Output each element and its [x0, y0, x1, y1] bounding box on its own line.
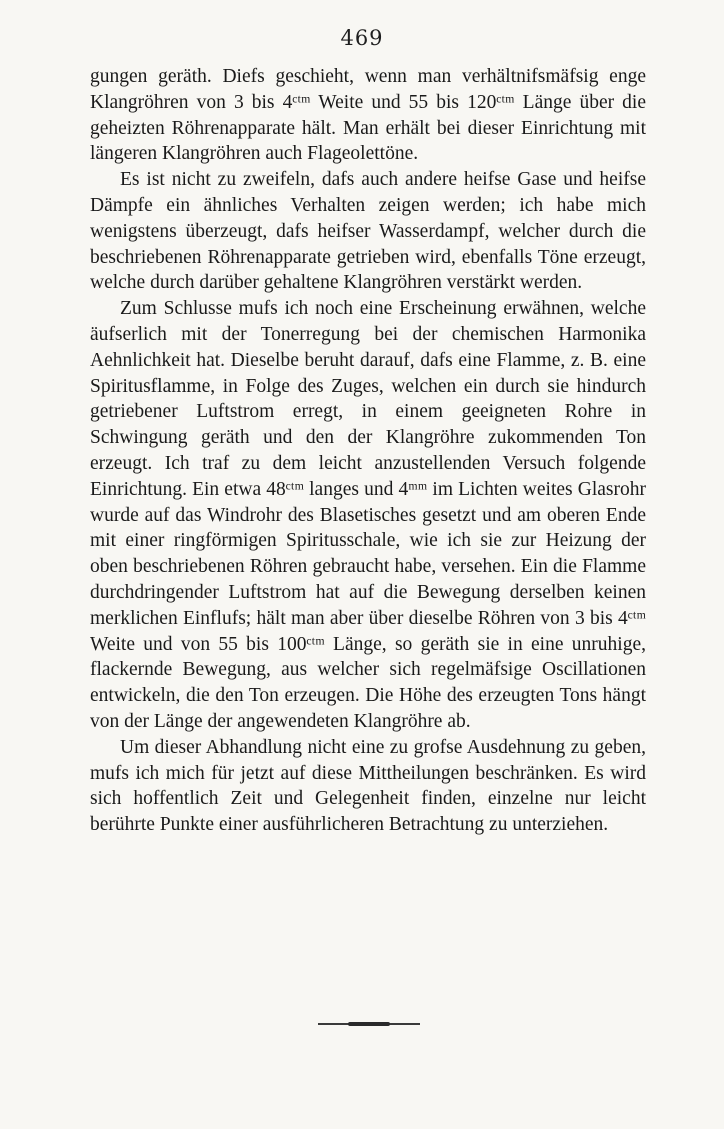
paragraph-continuation: gungen geräth. Diefs geschieht, wenn man verhältnifsmäfsig enge Klangröhren von 3 bis 4ᶜᵗᵐ Weite und 55 bis 120ᶜᵗᵐ Länge über die geheizten Röhrenapparate hält. Man erhält bei dieser Einrichtung mit längeren Klangröhren auch Flageolettöne. — [90, 66, 646, 165]
page-number: 469 — [340, 26, 384, 50]
paragraph-flame-experiment: Zum Schlusse mufs ich noch eine Erscheinung erwähnen, welche äufserlich mit der Tonerregung bei der chemischen Harmonika Aehnlichkeit hat. Dieselbe beruht darauf, dafs eine Flamme, z. B. eine Spiritusflamme, in Folge des Zuges, welchen ein durch sie hindurch getriebener Luftstrom erregt, in einem geeigneten Rohre in Schwingung geräth und den der Klangröhre zukommenden Ton erzeugt. Ich traf zu dem leicht anzustellenden Versuch folgende Einrichtung. Ein etwa 48ᶜᵗᵐ langes und 4ᵐᵐ im Lichten weites Glasrohr wurde auf das Windrohr des Blasetisches gesetzt und am oberen Ende mit einer ringförmigen Spiritusschale, wie ich sie zur Heizung der oben beschriebenen Röhren gebraucht habe, versehen. Ein die Flamme durchdringender Luftstrom hat auf die Bewegung derselben keinen merklichen Einflufs; hält man aber über dieselbe Röhren von 3 bis 4ᶜᵗᵐ Weite und von 55 bis 100ᶜᵗᵐ Länge, so geräth sie in eine unruhige, flackernde Bewegung, aus welcher sich regelmäfsige Oscillationen entwickeln, die den Ton erzeugen. Die Höhe des erzeugten Tons hängt von der Länge der angewendeten Klangröhre ab. — [90, 298, 646, 732]
body-text — [90, 64, 646, 838]
end-ornament-rule — [318, 1023, 420, 1025]
paragraph-conclusion: Um dieser Abhandlung nicht eine zu grofse Ausdehnung zu geben, mufs ich mich für jetzt auf diese Mittheilungen beschränken. Es wird sich hoffentlich Zeit und Gelegenheit finden, einzelne nur leicht berührte Punkte einer ausführlicheren Betrachtung zu unterziehen. — [90, 736, 646, 836]
paragraph-hot-gases: Es ist nicht zu zweifeln, dafs auch andere heifse Gase und heifse Dämpfe ein ähnliches Verhalten zeigen werden; ich habe mich wenigstens überzeugt, dafs heifser Wasserdampf, welcher durch die beschriebenen Röhrenapparate getrieben wird, ebenfalls Töne erzeugt, welche durch darüber gehaltene Klangröhren verstärkt werden. — [90, 169, 646, 294]
